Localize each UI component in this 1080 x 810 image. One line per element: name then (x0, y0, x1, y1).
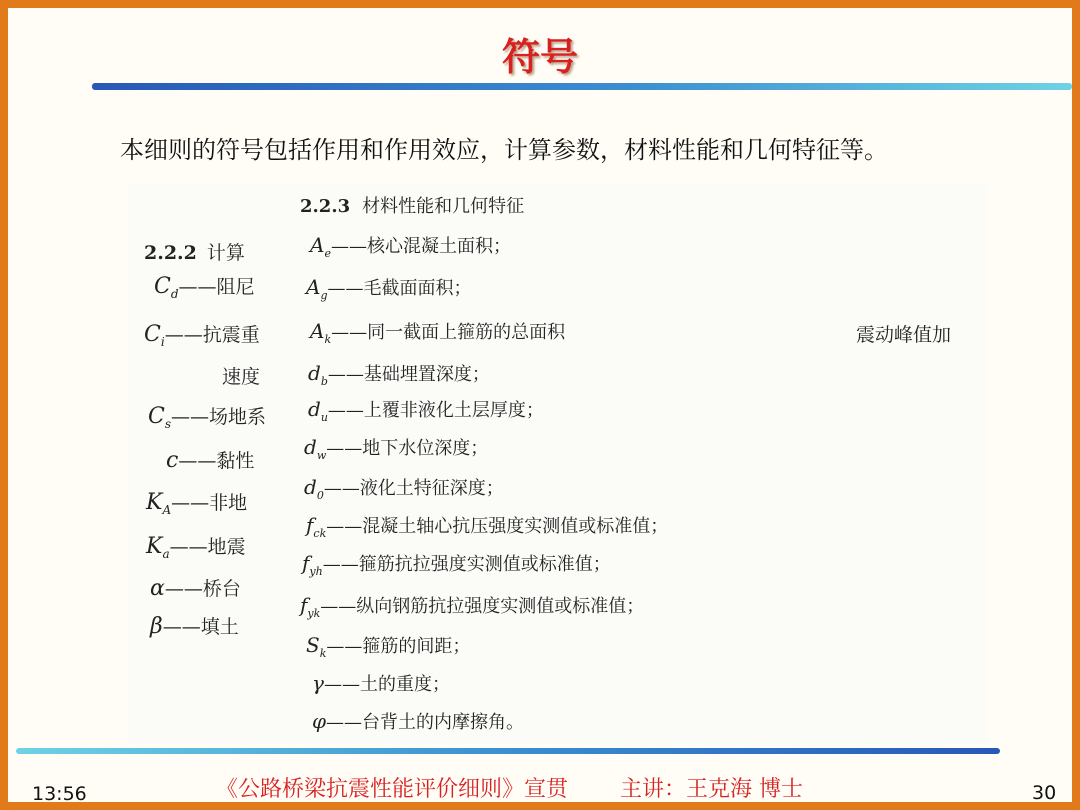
symbol-row (306, 274, 472, 302)
left-row: $C_i——$抗震重 (144, 322, 260, 349)
bottom-divider (16, 748, 1000, 754)
intro-text: 本细则的符号包括作用和作用效应，计算参数，材料性能和几何特征等。 (120, 136, 888, 164)
symbol: $f_{yk}$ (300, 593, 321, 620)
footer-text (216, 772, 855, 803)
symbol-definition: ——箍筋的间距； (326, 636, 471, 657)
symbol-row (304, 474, 504, 502)
symbol: $d_b$ (308, 361, 328, 388)
mid-column-excerpt (288, 184, 748, 744)
footer-course: 《公路桥梁抗震性能评价细则》宣贯 (216, 777, 569, 802)
left-row: c——黏性 (166, 448, 255, 473)
symbol-definition: ——土的重度； (323, 674, 450, 695)
symbol-row (302, 550, 611, 578)
mid-section-title: 材料性能和几何特征 (362, 196, 525, 217)
symbol: $d_w$ (304, 435, 327, 462)
symbol-row (310, 318, 565, 346)
slide-title: 符号 (501, 35, 578, 79)
symbol: γ (312, 671, 324, 695)
left-row: $C_d——$阻尼 (154, 274, 255, 301)
left-column-excerpt (128, 184, 268, 744)
top-divider (92, 83, 1072, 90)
symbol-definition: ——地下水位深度； (326, 438, 489, 459)
footer-speaker: 主讲：王克海 博士 (620, 777, 804, 802)
right-column-fragment: 震动峰值加 (856, 324, 952, 346)
symbol-definition: ——毛截面面积； (327, 278, 472, 299)
symbol: $A_g$ (306, 275, 328, 302)
symbol-row (312, 708, 524, 736)
symbol-row (308, 396, 544, 424)
left-row: $K_a——$地震 (146, 534, 246, 561)
symbol-row (312, 670, 450, 698)
symbol-definition: ——基础埋置深度； (327, 364, 490, 385)
left-section-heading (144, 238, 245, 265)
page-number: 30 (1032, 782, 1057, 804)
symbol-row (308, 360, 490, 388)
symbol-row (310, 232, 511, 260)
symbol-definition: ——箍筋抗拉强度实测值或标准值； (322, 554, 611, 575)
symbol-row (306, 632, 470, 660)
symbol: $f_{ck}$ (306, 513, 327, 540)
left-row: $K_A——$非地 (146, 490, 248, 517)
symbol: $A_e$ (310, 233, 331, 260)
symbol-definition: ——纵向钢筋抗拉强度实测值或标准值； (320, 596, 645, 617)
symbol-row (306, 512, 668, 540)
left-row: β——填土 (150, 614, 239, 639)
mid-section-number: 2.2.3 (300, 196, 351, 217)
left-row: 速度 (222, 366, 261, 388)
left-section-number: 2.2.2 (144, 242, 197, 264)
symbol-definition: ——台背土的内摩擦角。 (326, 712, 525, 733)
symbol: $d_u$ (308, 397, 328, 424)
symbol-definition: ——液化土特征深度； (323, 478, 504, 499)
left-section-title: 计算 (206, 242, 245, 264)
footer-time: 13:56 (32, 783, 87, 805)
left-row: α——桥台 (150, 576, 241, 601)
mid-section-heading (300, 192, 524, 218)
symbol-row (300, 592, 644, 620)
symbol: $A_k$ (310, 319, 332, 346)
symbol-definition: ——上覆非液化土层厚度； (327, 400, 544, 421)
symbol-definition: ——同一截面上箍筋的总面积 (331, 322, 566, 343)
symbol-definition: ——核心混凝土面积； (330, 236, 511, 257)
left-row: $C_s——$场地系 (148, 404, 267, 431)
symbol: $d_0$ (304, 475, 324, 502)
symbol: $f_{yh}$ (302, 551, 323, 578)
symbol-row (304, 434, 488, 462)
symbol: φ (312, 709, 327, 733)
symbol: $S_k$ (306, 633, 327, 660)
symbol-definition: ——混凝土轴心抗压强度实测值或标准值； (326, 516, 669, 537)
scanned-excerpt (128, 184, 988, 744)
